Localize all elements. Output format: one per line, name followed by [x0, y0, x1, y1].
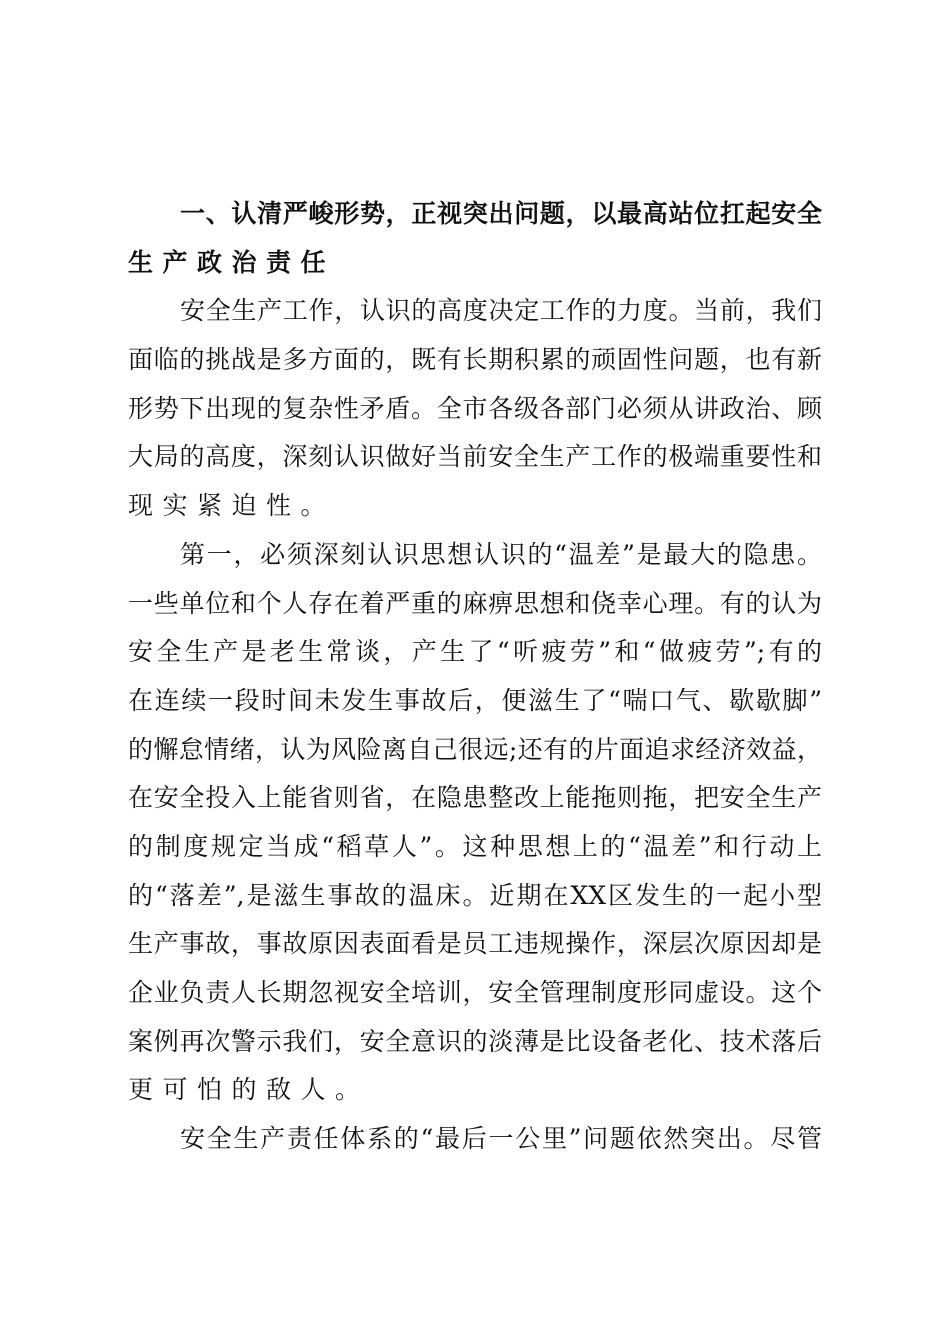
text-line: 企业负责人长期忽视安全培训，安全管理制度形同虚设。这个: [128, 978, 822, 1007]
text-line: 形势下出现的复杂性矛盾。全市各级各部门必须从讲政治、顾: [128, 393, 822, 423]
text-line: 面临的挑战是多方面的，既有长期积累的顽固性问题，也有新: [128, 345, 822, 375]
text-line: 的制度规定当成“稻草人”。这种思想上的“温差”和行动上: [128, 831, 822, 861]
heading-line: 生产政治责任: [128, 247, 336, 277]
text-line: 生产事故，事故原因表面看是员工违规操作，深层次原因却是: [128, 929, 822, 959]
section-heading: [128, 190, 822, 287]
paragraph-3: [128, 1115, 822, 1164]
text-line: 的懈怠情绪，认为风险离自己很远;还有的片面追求经济效益，: [128, 734, 822, 764]
text-line: 在连续一段时间未发生事故后，便滋生了“喘口气、歇歇脚”: [128, 685, 822, 715]
text-line: 安全生产责任体系的“最后一公里”问题依然突出。尽管: [180, 1124, 822, 1154]
text-line: 案例再次警示我们，安全意识的淡薄是比设备老化、技术落后: [128, 1026, 822, 1056]
text-line: 现实紧迫性。: [128, 491, 336, 521]
text-line: 更可怕的敌人。: [128, 1075, 370, 1105]
text-line: 安全生产工作，认识的高度决定工作的力度。当前，我们: [180, 296, 822, 326]
document-body: [128, 190, 822, 1164]
paragraph-2: [128, 531, 822, 1115]
text-line: 在安全投入上能省则省，在隐患整改上能拖则拖，把安全生产: [128, 783, 822, 813]
text-line: 第一，必须深刻认识思想认识的“温差”是最大的隐患。: [180, 539, 822, 569]
paragraph-1: [128, 287, 822, 530]
text-line: 安全生产是老生常谈，产生了“听疲劳”和“做疲劳”;有的: [128, 637, 822, 667]
text-line: 大局的高度，深刻认识做好当前安全生产工作的极端重要性和: [128, 442, 822, 472]
text-line: 的“落差”,是滋生事故的温床。近期在XX区发生的一起小型: [128, 880, 822, 910]
text-line: 一些单位和个人存在着严重的麻痹思想和侥幸心理。有的认为: [128, 588, 822, 618]
heading-line: 一、认清严峻形势，正视突出问题，以最高站位扛起安全: [180, 199, 822, 228]
